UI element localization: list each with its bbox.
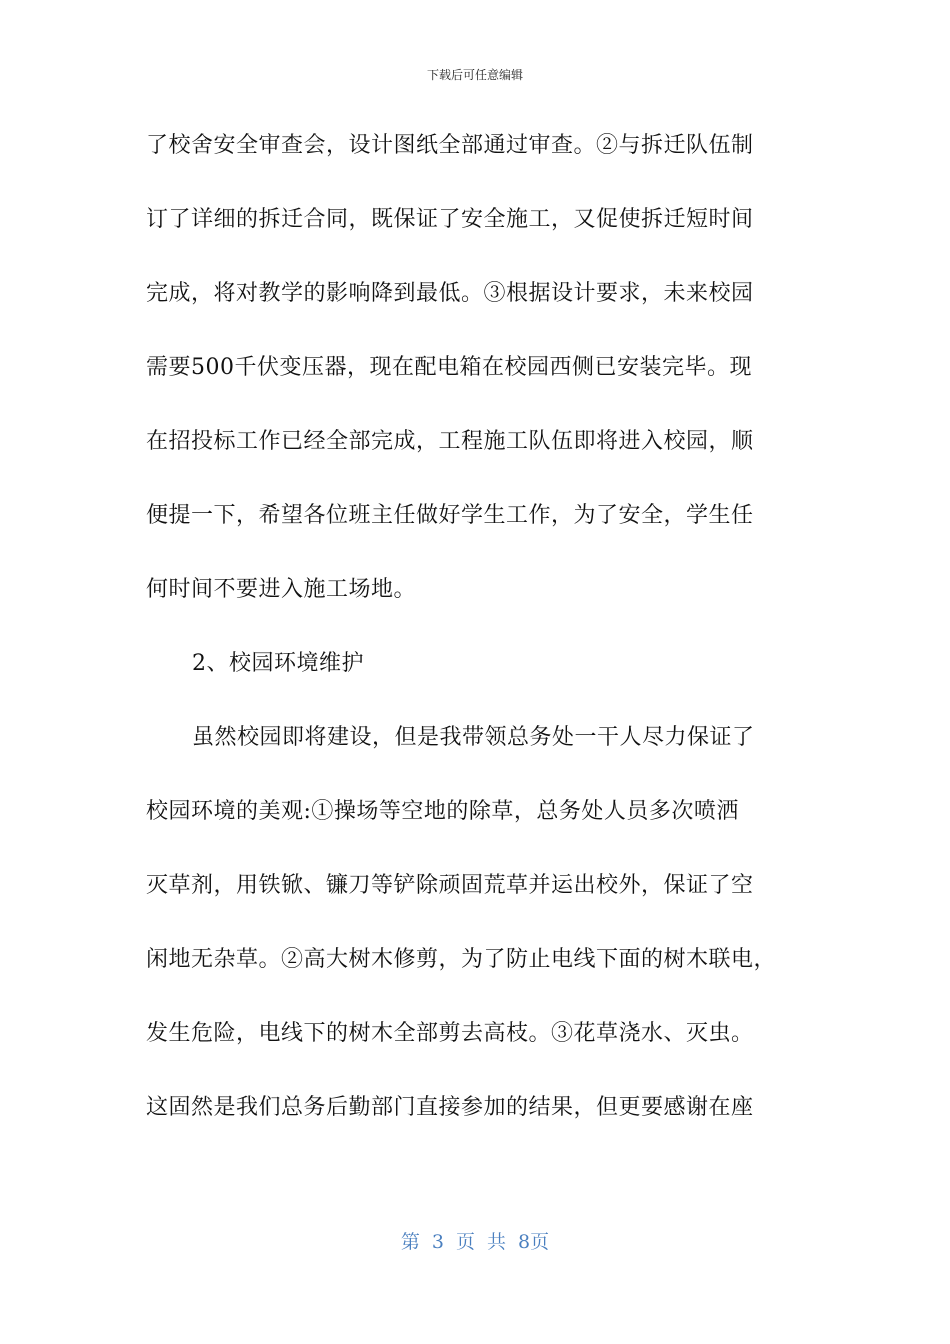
- footer-current-page: 3: [431, 1231, 444, 1253]
- footer-total-pages: 8页: [518, 1231, 550, 1253]
- body-line: 订了详细的拆迁合同，既保证了安全施工，又促使拆迁短时间: [146, 207, 754, 232]
- section-heading: 2、校园环境维护: [192, 651, 364, 676]
- footer-mid: 页 共: [455, 1231, 507, 1253]
- body-line: 校园环境的美观:①操场等空地的除草，总务处人员多次喷洒: [146, 799, 739, 824]
- body-line: 需要500千伏变压器，现在配电箱在校园西侧已安装完毕。现: [146, 355, 752, 380]
- body-line: 发生危险，电线下的树木全部剪去高枝。③花草浇水、灭虫。: [146, 1021, 754, 1046]
- body-line: 虽然校园即将建设，但是我带领总务处一干人尽力保证了: [192, 725, 755, 750]
- page-header-note: 下载后可任意编辑: [426, 68, 523, 82]
- body-line: 灭草剂，用铁锨、镰刀等铲除顽固荒草并运出校外，保证了空: [146, 873, 754, 898]
- body-line: 闲地无杂草。②高大树木修剪，为了防止电线下面的树木联电，: [146, 947, 777, 972]
- body-line: 何时间不要进入施工场地。: [146, 577, 417, 602]
- body-line: 这固然是我们总务后勤部门直接参加的结果，但更要感谢在座: [146, 1095, 754, 1120]
- body-line: 便提一下，希望各位班主任做好学生工作，为了安全，学生任: [146, 503, 754, 528]
- body-line: 完成，将对教学的影响降到最低。③根据设计要求，未来校园: [146, 281, 754, 306]
- body-line: 了校舍安全审查会，设计图纸全部通过审查。②与拆迁队伍制: [146, 133, 754, 158]
- page-footer: [0, 1227, 950, 1254]
- footer-prefix: 第: [400, 1231, 420, 1253]
- document-body: [146, 124, 806, 1160]
- body-line: 在招投标工作已经全部完成，工程施工队伍即将进入校园，顺: [146, 429, 754, 454]
